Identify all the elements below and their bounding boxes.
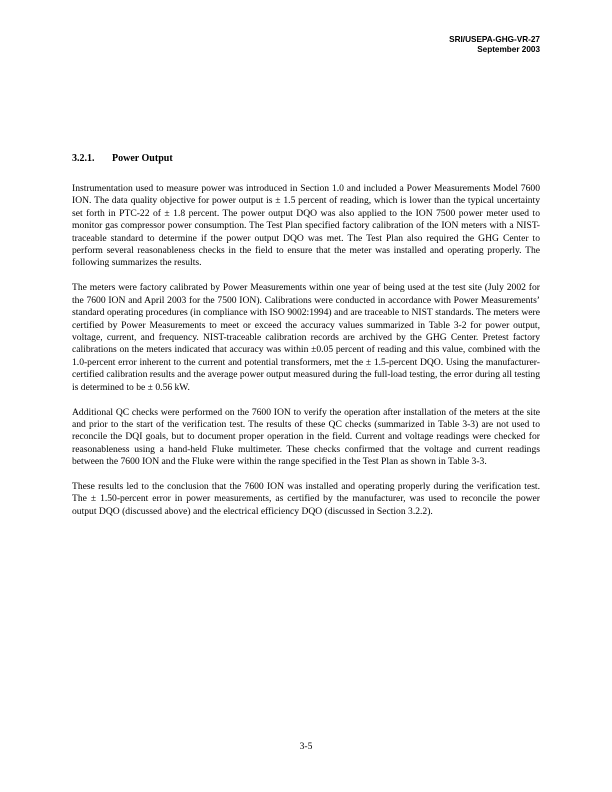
report-date: September 2003 <box>477 45 540 54</box>
section-title: Power Output <box>112 153 173 164</box>
paragraph-factory-calibration: The meters were factory calibrated by Power Measurements within one year of being used at the test site (July 2002 for the 7600 ION and April 2003 for the 7500 ION). Calibrations were conducted in accordance with Power Measurements’ standard operating procedures (in compliance with ISO 9002:1994) and are traceable to NIST standards. The meters were certified by Power Measurements to meet or exceed the accuracy values summarized in Table 3-2 for power output, voltage, current, and frequency. NIST-traceable calibration records are archived by the GHG Center. Pretest factory calibrations on the meters indicated that accuracy was within ±0.05 percent of reading and this value, combined with the 1.0-percent error inherent to the current and potential transformers, met the ± 1.5-percent DQO. Using the manufacturer-certified calibration results and the average power output measured during the full-load testing, the error during all testing is determined to be ± 0.56 kW. <box>72 282 540 393</box>
section-heading <box>72 153 173 164</box>
page-header <box>449 35 540 55</box>
paragraph-qc-checks: Additional QC checks were performed on the 7600 ION to verify the operation after installation of the meters at the site and prior to the start of the verification test. The results of these QC checks (summarized in Table 3-3) are not used to reconcile the DQI goals, but to document proper operation in the field. Current and voltage readings were checked for reasonableness using a hand-held Fluke multimeter. These checks confirmed that the voltage and current readings between the 7600 ION and the Fluke were within the range specified in the Test Plan as shown in Table 3-3. <box>72 406 540 468</box>
body-text <box>72 183 540 531</box>
report-id: SRI/USEPA-GHG-VR-27 <box>449 35 540 44</box>
section-number: 3.2.1. <box>72 153 95 164</box>
paragraph-instrumentation: Instrumentation used to measure power was introduced in Section 1.0 and included a Power Measurements Model 7600 ION. The data quality objective for power output is ± 1.5 percent of reading, which is lower than the typical uncertainty set forth in PTC-22 of ± 1.8 percent. The power output DQO was also applied to the ION 7500 power meter used to monitor gas compressor power consumption. The Test Plan specified factory calibration of the ION meters with a NIST-traceable standard to determine if the power output DQO was met. The Test Plan also required the GHG Center to perform several reasonableness checks in the field to ensure that the meter was installed and operating properly. The following summarizes the results. <box>72 183 540 269</box>
paragraph-conclusion: These results led to the conclusion that the 7600 ION was installed and operating properly during the verification test. The ± 1.50-percent error in power measurements, as certified by the manufacturer, was used to reconcile the power output DQO (discussed above) and the electrical efficiency DQO (discussed in Section 3.2.2). <box>72 481 540 517</box>
page-number: 3-5 <box>299 741 313 752</box>
